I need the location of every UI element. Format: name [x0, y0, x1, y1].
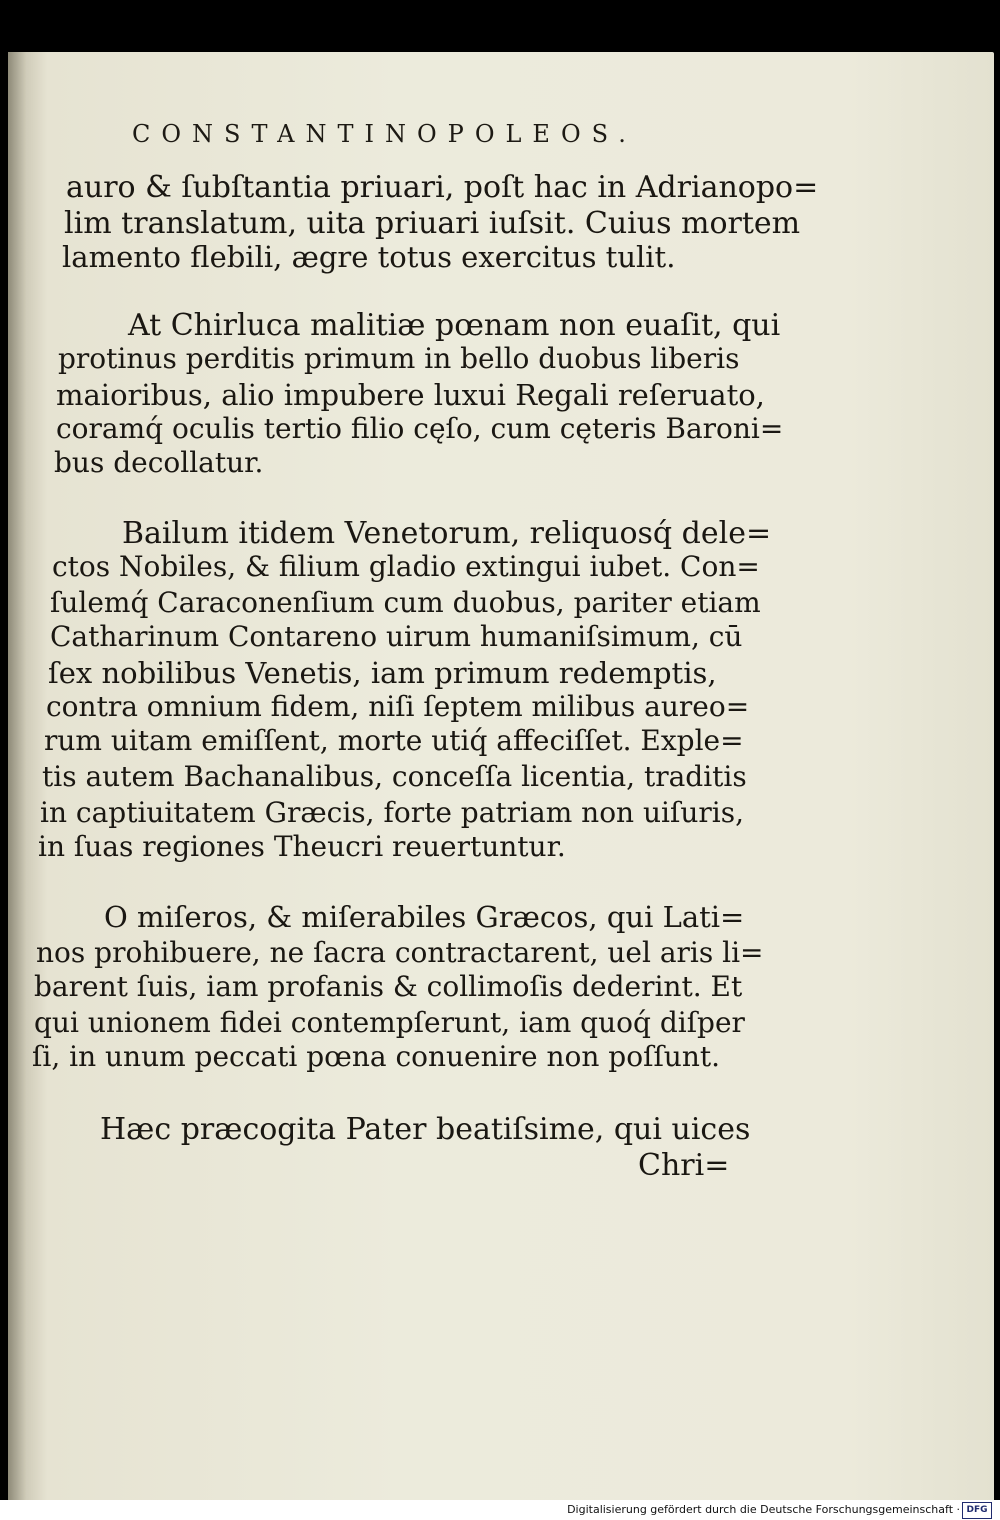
text-line: nos prohibuere, ne ſacra contractarent, uel aris li= — [36, 936, 764, 969]
text-line: ctos Nobiles, & filium gladio extingui iubet. Con= — [52, 550, 760, 583]
footer-bar — [0, 1500, 1000, 1520]
text-line: tis autem Bachanalibus, conceſſa licentia, traditis — [42, 760, 747, 793]
text-line: lim translatum, uita priuari iuſsit. Cuius mortem — [64, 206, 801, 241]
text-line: O miſeros, & miſerabiles Græcos, qui Lati= — [104, 900, 745, 934]
page-spine-shadow — [8, 52, 26, 1500]
text-line: ſulemq́ Caraconenſium cum duobus, pariter etiam — [50, 586, 761, 619]
text-line: Bailum itidem Venetorum, reliquosq́ dele= — [122, 516, 772, 551]
text-line: lamento flebili, ægre totus exercitus tulit. — [62, 240, 676, 274]
text-line: maioribus, alio impubere luxui Regali reſeruato, — [56, 378, 765, 412]
text-line: ſi, in unum peccati pœna conuenire non poſſunt. — [32, 1040, 721, 1073]
text-line: contra omnium fidem, niſi ſeptem milibus aureo= — [46, 690, 750, 723]
text-line: protinus perditis primum in bello duobus liberis — [58, 342, 740, 375]
text-line: qui unionem fidei contempſerunt, iam quoq́ diſper — [34, 1006, 745, 1039]
catchword: Chri= — [638, 1148, 730, 1183]
text-line: bus decollatur. — [54, 446, 264, 479]
text-line: in ſuas regiones Theucri reuertuntur. — [38, 830, 566, 863]
text-line: coramq́ oculis tertio filio cęſo, cum cęteris Baroni= — [56, 412, 784, 445]
text-line: Catharinum Contareno uirum humaniſsimum, cū — [50, 620, 743, 653]
text-line: rum uitam emiſſent, morte utiq́ affeciſſet. Exple= — [44, 724, 744, 757]
running-header: CONSTANTINOPOLEOS. — [132, 120, 637, 148]
text-line: At Chirluca malitiæ pœnam non euaſit, qui — [128, 308, 781, 343]
text-line: barent ſuis, iam profanis & collimoſis dederint. Et — [34, 970, 743, 1003]
text-line: Hæc præcogita Pater beatiſsime, qui uices — [100, 1112, 751, 1147]
text-line: ſex nobilibus Venetis, iam primum redemptis, — [48, 656, 717, 690]
text-line: auro & ſubſtantia priuari, poſt hac in Adrianopo= — [66, 170, 819, 205]
dfg-logo: DFG — [962, 1502, 992, 1519]
text-line: in captiuitatem Græcis, forte patriam non uiſuris, — [40, 796, 744, 829]
footer-funding-text: Digitalisierung gefördert durch die Deutsche Forschungsgemeinschaft · — [567, 1503, 960, 1516]
